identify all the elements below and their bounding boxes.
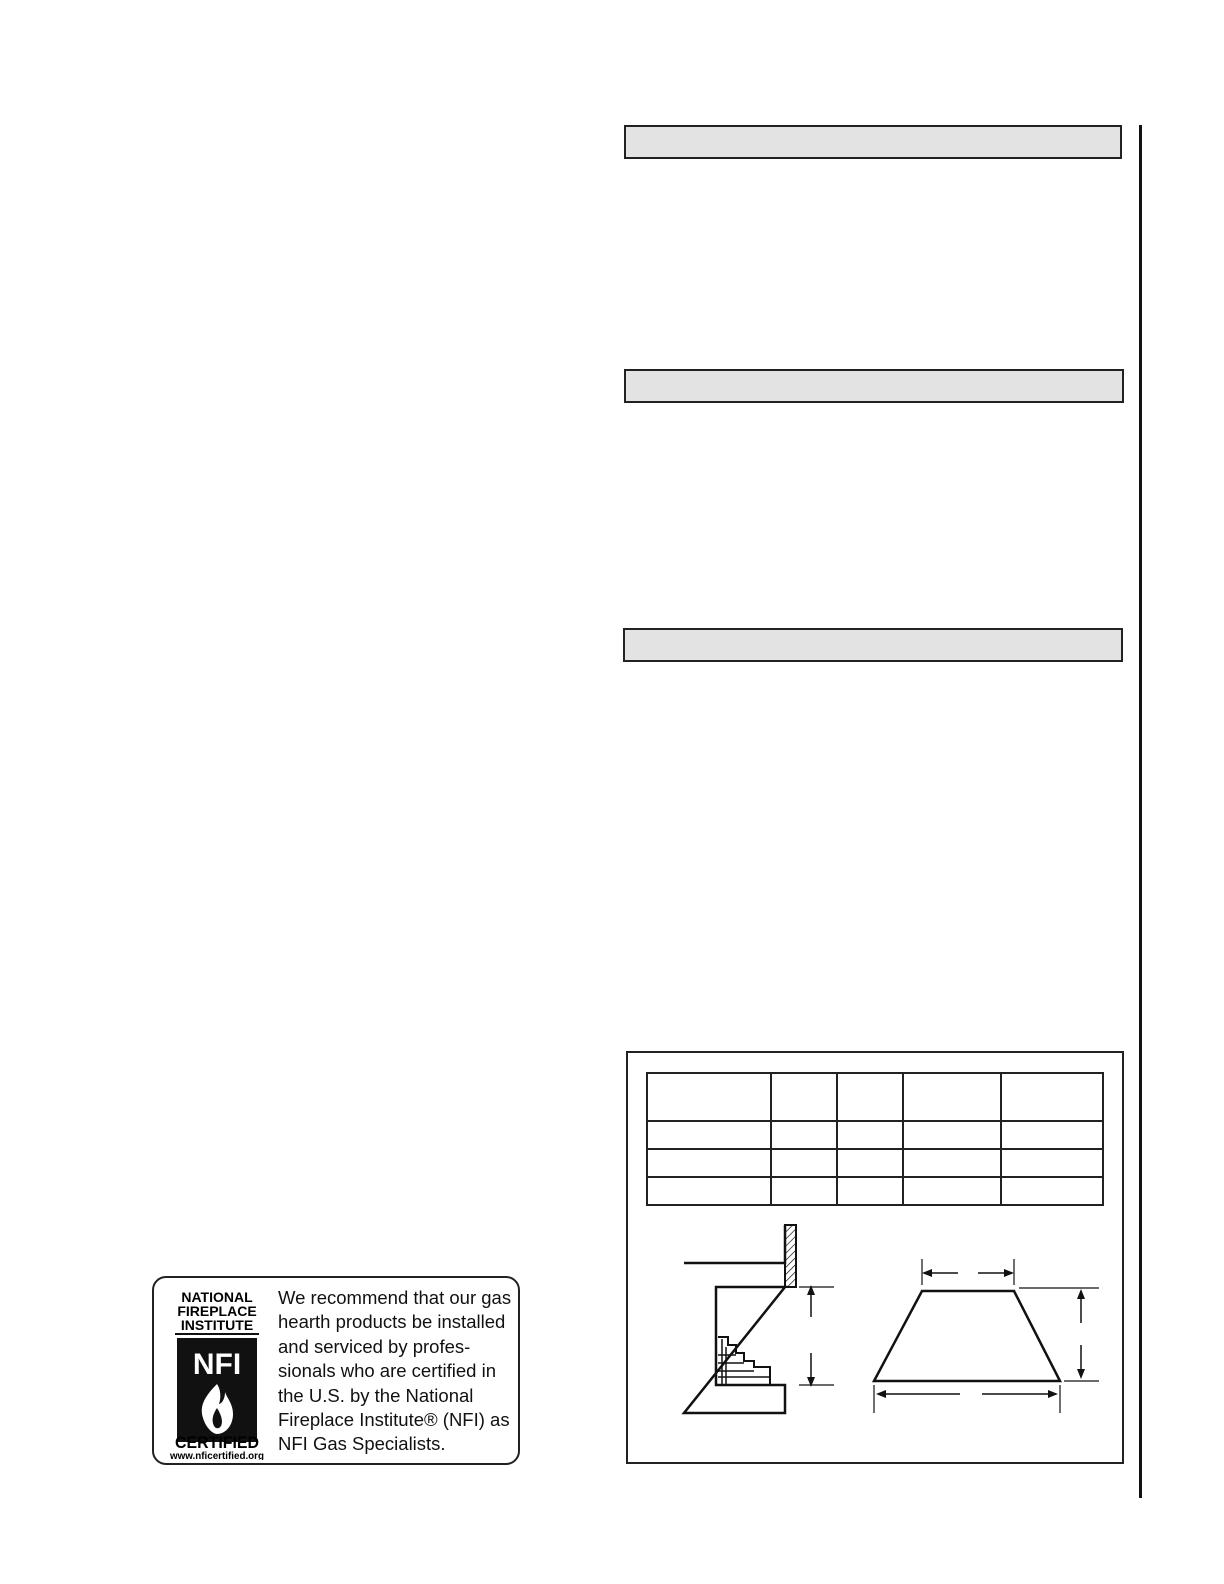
- dimensions-figure: [626, 1051, 1124, 1464]
- nfi-logo-line2: FIREPLACE: [177, 1303, 257, 1319]
- table-cell: [771, 1121, 837, 1149]
- nfi-text-line: sionals who are certified in: [278, 1360, 496, 1382]
- nfi-notice-box: [152, 1276, 520, 1465]
- table-row: [647, 1177, 1103, 1205]
- nfi-logo-mark: NFI: [192, 1348, 242, 1381]
- dimensions-table: [646, 1072, 1104, 1206]
- table-cell: [771, 1073, 837, 1121]
- table-cell: [903, 1177, 1001, 1205]
- nfi-text-line: Fireplace Institute® (NFI) as: [278, 1409, 510, 1431]
- nfi-logo-line1: NATIONAL: [181, 1289, 253, 1305]
- table-row: [647, 1121, 1103, 1149]
- top-view-diagram: [864, 1249, 1104, 1419]
- section-header-bar-2: [624, 369, 1124, 403]
- nfi-text-line: hearth products be installed: [278, 1311, 506, 1333]
- table-cell: [837, 1177, 903, 1205]
- table-cell: [837, 1073, 903, 1121]
- table-cell: [647, 1121, 771, 1149]
- table-cell: [1001, 1121, 1103, 1149]
- nfi-text-line: the U.S. by the National: [278, 1384, 474, 1406]
- nfi-logo-line3: INSTITUTE: [180, 1317, 254, 1333]
- table-cell: [837, 1149, 903, 1177]
- section-header-bar-1: [624, 125, 1122, 159]
- table-cell: [771, 1177, 837, 1205]
- section-header-bar-3: [623, 628, 1123, 662]
- table-cell: [1001, 1149, 1103, 1177]
- table-cell: [1001, 1177, 1103, 1205]
- nfi-recommendation-text: [278, 1286, 518, 1457]
- side-view-diagram: [676, 1221, 846, 1417]
- table-row: [647, 1149, 1103, 1177]
- nfi-certified-logo: [169, 1288, 269, 1460]
- table-cell: [647, 1177, 771, 1205]
- table-cell: [903, 1073, 1001, 1121]
- nfi-text-line: and serviced by profes-: [278, 1335, 471, 1357]
- table-cell: [771, 1149, 837, 1177]
- nfi-logo-url: www.nficertified.org: [169, 1451, 264, 1460]
- table-header-row: [647, 1073, 1103, 1121]
- nfi-text-line: We recommend that our gas: [278, 1287, 512, 1308]
- wall-hatching: [785, 1225, 796, 1287]
- nfi-logo-certified: CERTIFIED: [175, 1433, 259, 1452]
- table-cell: [647, 1073, 771, 1121]
- firebox-trapezoid: [874, 1291, 1060, 1381]
- table-cell: [903, 1121, 1001, 1149]
- page-margin-rule: [1139, 125, 1142, 1498]
- table-cell: [837, 1121, 903, 1149]
- table-cell: [1001, 1073, 1103, 1121]
- table-cell: [647, 1149, 771, 1177]
- table-cell: [903, 1149, 1001, 1177]
- nfi-text-line: NFI Gas Specialists.: [278, 1433, 446, 1455]
